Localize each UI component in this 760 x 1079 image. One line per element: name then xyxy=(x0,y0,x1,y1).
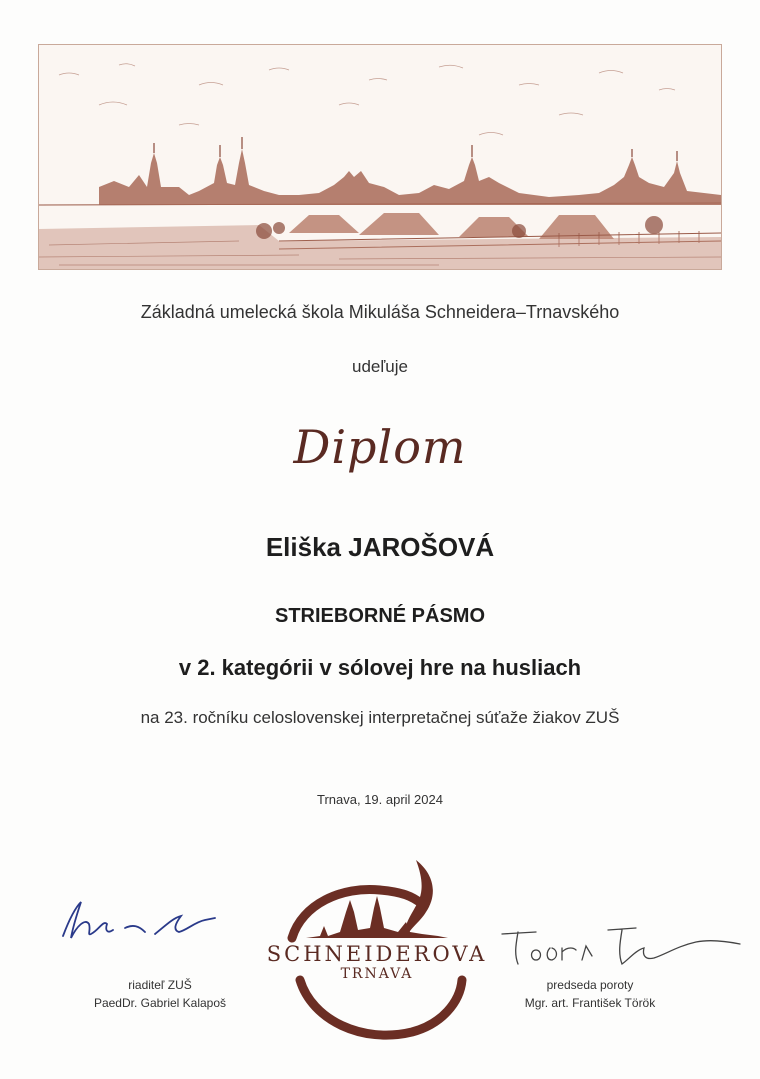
director-name: PaedDr. Gabriel Kalapoš xyxy=(93,996,227,1010)
place-date: Trnava, 19. april 2024 xyxy=(317,792,443,807)
logo-wordmark: SCHNEIDEROVA xyxy=(266,942,488,966)
director-role: riaditeľ ZUŠ xyxy=(128,978,192,992)
award-category: v 2. kategórii v sólovej hre na husliach xyxy=(178,655,582,680)
grants-text: udeľuje xyxy=(351,357,408,376)
diploma-title: Diplom xyxy=(293,420,467,474)
competition-text: na 23. ročníku celoslovenskej interpretačnej súťaže žiakov ZUŠ xyxy=(140,708,620,727)
logo-city: TRNAVA xyxy=(340,966,414,982)
city-engraving-image xyxy=(38,44,722,270)
award-band: STRIEBORNÉ PÁSMO xyxy=(274,605,486,627)
jury-chair-name: Mgr. art. František Török xyxy=(524,996,656,1010)
jury-chair-role: predseda poroty xyxy=(546,978,634,992)
recipient-name: Eliška JAROŠOVÁ xyxy=(265,532,495,562)
director-signature xyxy=(55,890,235,950)
jury-chair-signature xyxy=(496,920,746,980)
school-name: Základná umelecká škola Mikuláša Schneidera–Trnavského xyxy=(140,302,620,322)
